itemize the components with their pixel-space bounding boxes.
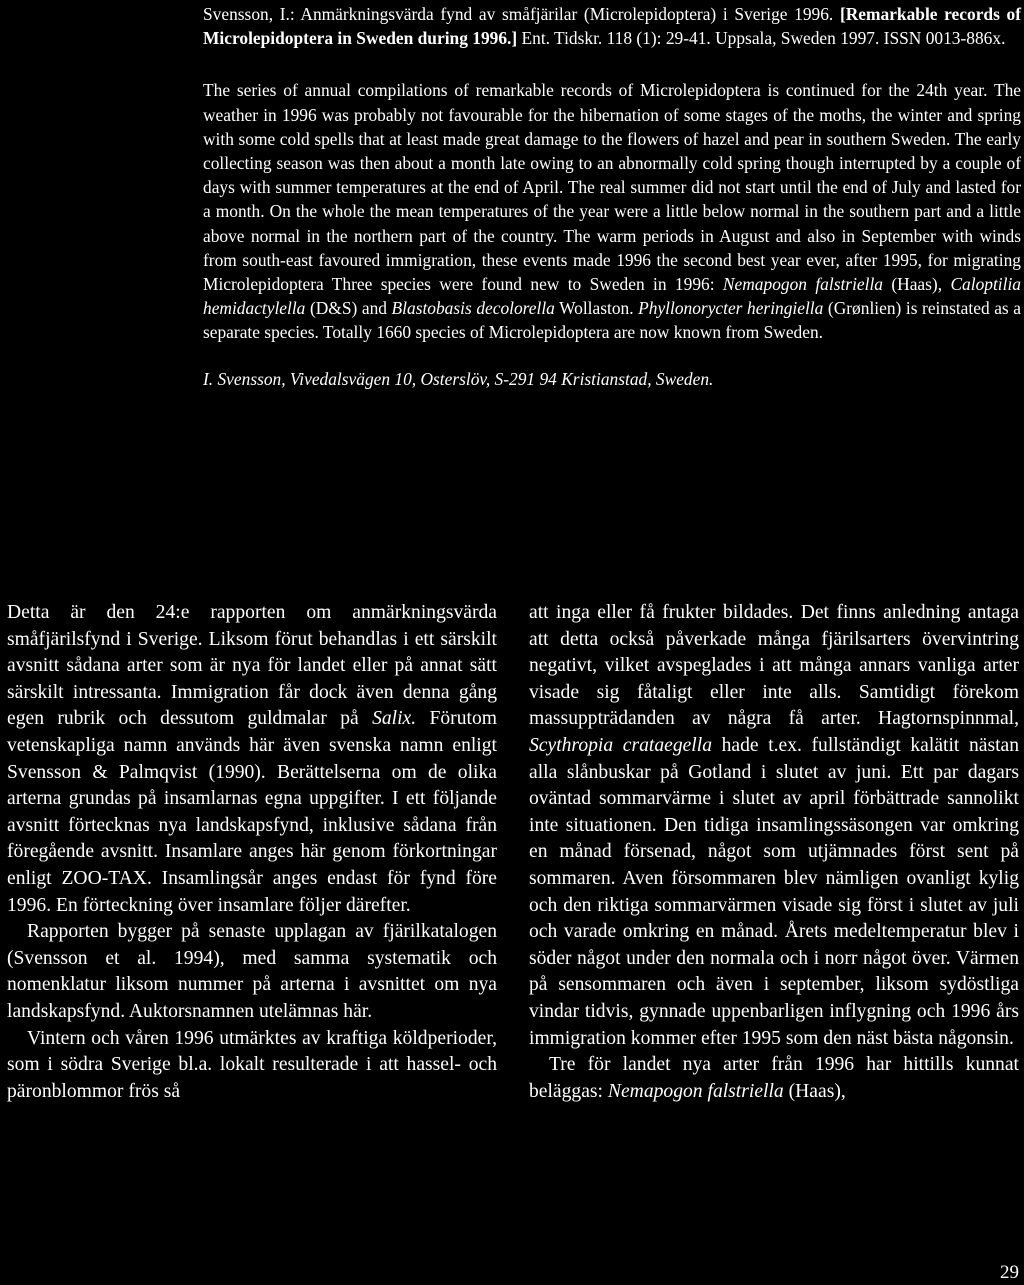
author: Svensson, I.: — [203, 4, 295, 24]
journal-reference: Ent. Tidskr. 118 (1): 29-41. Uppsala, Sweden 1997. ISSN 0013-886x. — [521, 28, 1006, 49]
paragraph-text: att inga eller få frukter bildades. Det finns anledning antaga att detta också påverkade många fjärilsarters övervintring negativt, vilket avspeglades i att många annars vanliga arter visade sig fåtaligt eller inte alls. Samtidigt förekom massuppträdanden av några få arter. Hagtornspinnmal, — [529, 602, 1019, 730]
left-column — [7, 600, 497, 1105]
species-name: Caloptilia hemidactylella — [203, 274, 1021, 319]
page-number: 29 — [1000, 1262, 1019, 1283]
paragraph — [7, 600, 497, 919]
summary-text: (Grønlien) is reinstated as a separate species. Totally 1660 species of Microlepidoptera are now known from Sweden. — [203, 298, 1021, 343]
species-name: Scythropia crataegella — [529, 734, 712, 756]
english-title: [Remarkable records of Microlepidoptera in Sweden during 1996.] — [203, 4, 1021, 49]
english-summary — [203, 78, 1021, 344]
swedish-title: Anmärkningsvärda fynd av småfjärilar (Microlepidoptera) i Sverige 1996. — [300, 4, 834, 24]
paragraph-text: Förutom vetenskapliga namn används här även svenska namn enligt Svensson & Palmqvist (1990). Berättelserna om de olika arterna grundas på insamlarnas egna uppgifter. I ett följande avsnitt förtecknas nya landskapsfynd, inklusive sådana från föregående avsnitt. Insamlare anges här genom förkortningar enligt ZOO-TAX. Insamlingsår anges endast för fynd före 1996. En förteckning över insamlare följer därefter. — [7, 708, 497, 916]
paragraph-text: hade t.ex. fullständigt kalätit nästan alla slånbuskar på Gotland i slutet av juni. Ett par dagars oväntad sommarvärme i slutet av april förbättrade sannolikt inte situationen. Den tidiga insamlingssäsongen var omkring en månad försenad, något som utjämnades först sent på sommaren. Aven försommaren blev nämligen ovanligt kylig och den riktiga sommarvärmen visade sig först i slutet av juli och varade omkring en månad. Årets medeltemperatur blev i söder något under den normala och i norr något över. Värmen på sensommaren och även i september, liksom sydöstliga vindar tidvis, gynnade uppenbarligen inflygning och 1996 års immigration kommer efter 1995 som den näst bästa någonsin. — [529, 734, 1020, 1049]
paragraph: Rapporten bygger på senaste upplagan av fjärilkatalogen (Svensson et al. 1994), med samma systematik och nomenklatur liksom nummer på arterna i avsnittet om nya landskapsfynd. Auktorsnamnen utelämnas här. — [7, 921, 497, 1022]
paragraph-text: Detta är den 24:e rapporten om anmärkningsvärda småfjärilsfynd i Sverige. Liksom förut behandlas i ett särskilt avsnitt sådana arter som är nya för landet eller på annat sätt särskilt intressanta. Immigration får dock även denna gång egen rubrik och dessutom guldmalar på — [7, 602, 497, 730]
abstract-block — [203, 0, 1021, 391]
species-name: Nemapogon falstriella — [722, 274, 883, 295]
paragraph: Vintern och våren 1996 utmärktes av kraftiga köldperioder, som i södra Sverige bl.a. lokalt resulterade i att hassel- och päronblommor frös så — [7, 1027, 497, 1102]
author-address: I. Svensson, Vivedalsvägen 10, Osterslöv, S-291 94 Kristianstad, Sweden. — [203, 368, 714, 389]
summary-text: (Haas), — [891, 274, 943, 295]
summary-text: Wollaston. — [559, 298, 634, 319]
genus-name: Salix. — [372, 708, 417, 730]
species-name: Nemapogon falstriella — [607, 1080, 784, 1102]
species-name: Blastobasis decolorella — [391, 298, 555, 319]
species-name: Phyllonorycter heringiella — [638, 298, 824, 319]
citation — [203, 2, 1021, 50]
paragraph — [529, 1052, 1019, 1105]
summary-text: The series of annual compilations of remarkable records of Microlepidoptera is continued for the 24th year. The weather in 1996 was probably not favourable for the hibernation of some stages of the moths, the winter and spring with some cold spells that at least made great damage to the flowers of hazel and pear in southern Sweden. The early collecting season was then about a month late owing to an abnormally cold spring though interrupted by a couple of days with summer temperatures at the end of April. The real summer did not start until the end of July and lasted for a month. On the whole the mean temperatures of the year were a little below normal in the southern part and a little above normal in the northern part of the country. The warm periods in August and also in September with winds from south-east favoured immigration, these events made 1996 the second best year ever, after 1995, for migrating Microlepidoptera Three species were found new to Sweden in 1996: — [203, 80, 1021, 295]
paragraph — [529, 600, 1019, 1052]
summary-text: (D&S) and — [309, 298, 387, 319]
paragraph-text: Tre för landet nya arter från 1996 har hittills kunnat beläggas: — [529, 1054, 1019, 1102]
right-column — [529, 600, 1019, 1105]
paragraph-text: (Haas), — [788, 1080, 846, 1102]
